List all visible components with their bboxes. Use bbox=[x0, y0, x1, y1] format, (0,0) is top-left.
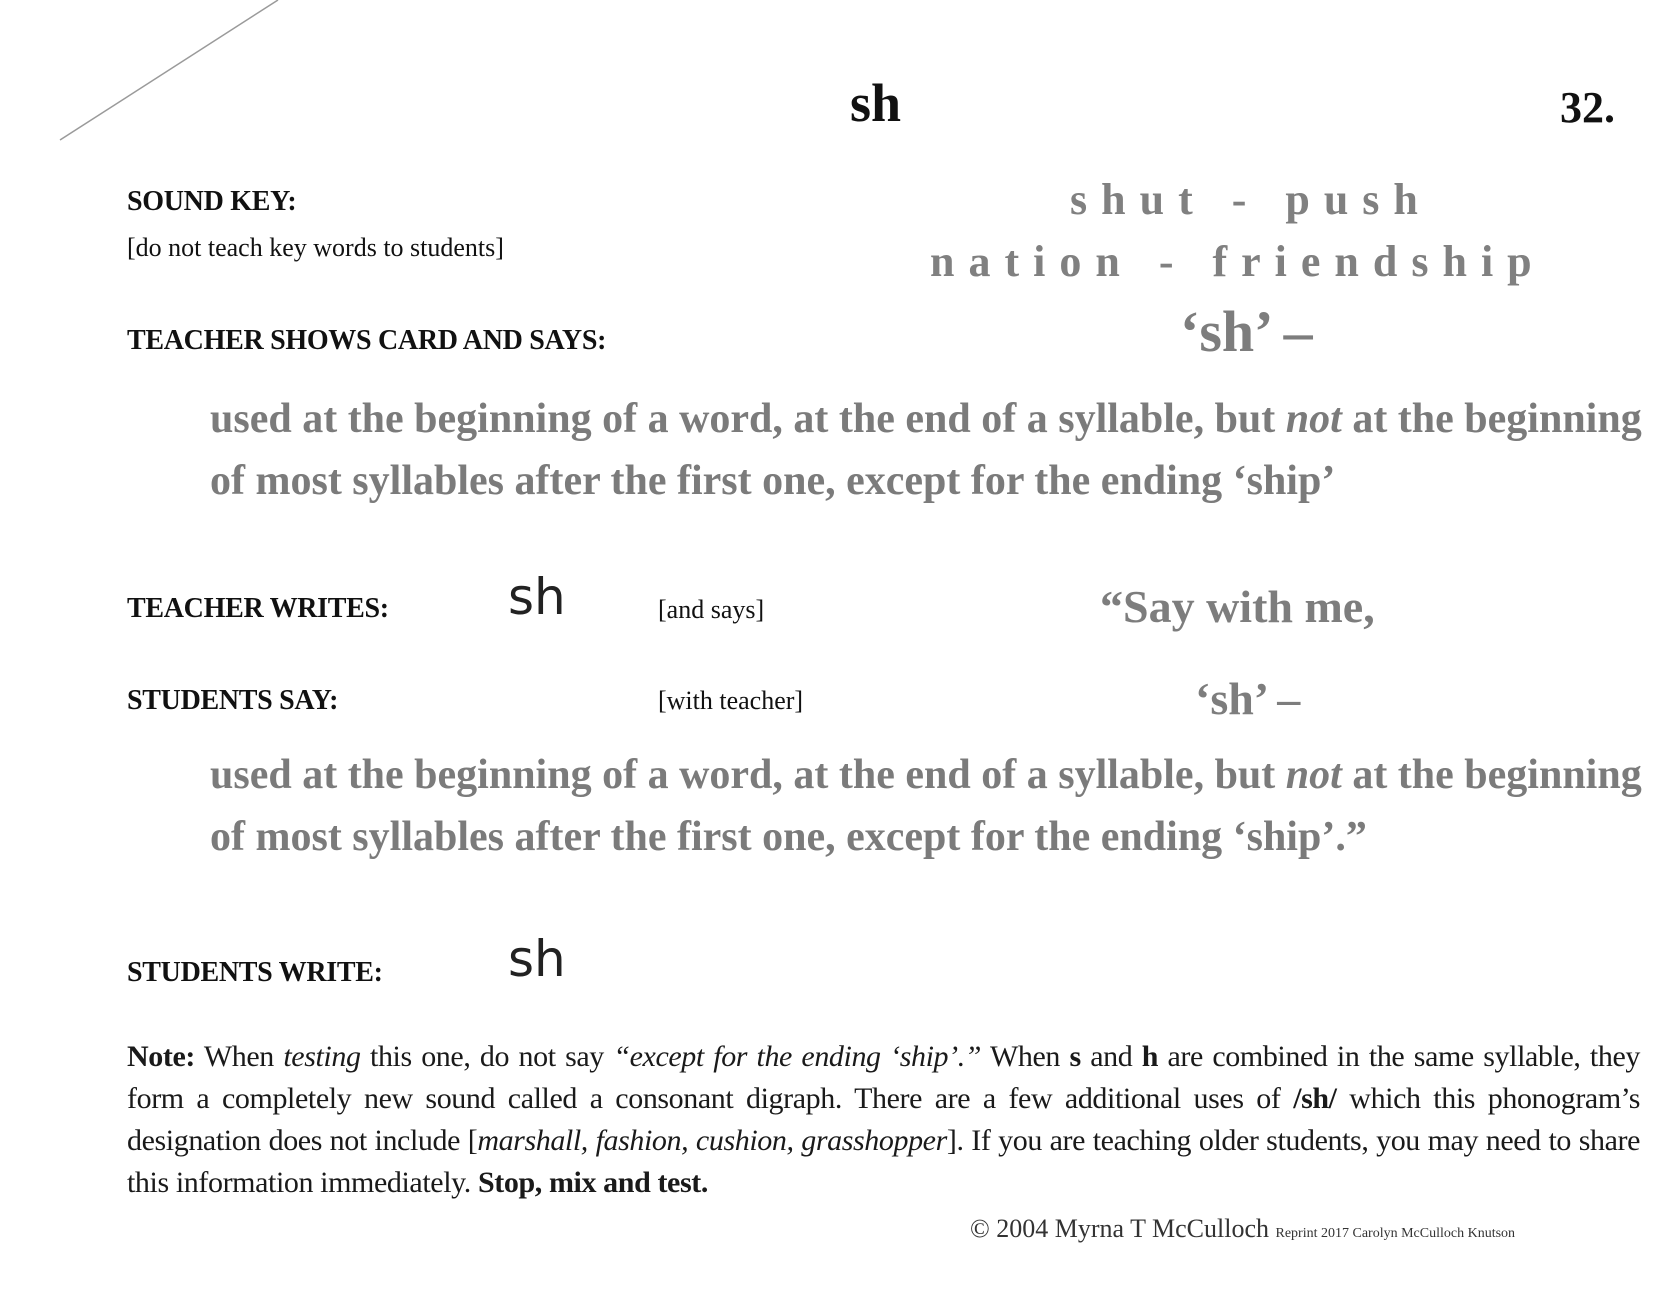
note-s: s bbox=[1069, 1040, 1081, 1073]
teacher-rule-part1: used at the beginning of a word, at the end of a syllable, but bbox=[210, 396, 1286, 442]
copyright-main: © 2004 Myrna T McCulloch bbox=[970, 1214, 1269, 1243]
note-text-3: When bbox=[981, 1040, 1070, 1073]
students-write-label: STUDENTS WRITE: bbox=[127, 957, 383, 988]
note-sh: /sh/ bbox=[1293, 1082, 1337, 1115]
note-text-1: When bbox=[194, 1040, 284, 1073]
card-number: 32. bbox=[1560, 83, 1615, 132]
sound-key-note: [do not teach key words to students] bbox=[127, 233, 504, 262]
key-words-line1: shut - push bbox=[1070, 175, 1432, 224]
phonogram-title: sh bbox=[850, 73, 902, 133]
note-text-2: this one, do not say bbox=[360, 1040, 614, 1073]
note-text-4: and bbox=[1080, 1040, 1142, 1073]
teacher-shows-label: TEACHER SHOWS CARD AND SAYS: bbox=[127, 325, 607, 356]
teacher-sound: ‘sh’ – bbox=[1180, 299, 1313, 364]
note-quote: “except for the ending ‘ship’.” bbox=[613, 1040, 982, 1073]
note-testing: testing bbox=[283, 1040, 361, 1073]
teacher-writes-action: [and says] bbox=[658, 595, 765, 624]
students-say-action: [with teacher] bbox=[658, 686, 804, 715]
students-rule-part2: at the beginning of most syllables after the first one, except for the ending ‘ship’.” bbox=[210, 752, 1642, 860]
note-text-7: ]. If you are teaching older students, you may need to share this information immediately. bbox=[127, 1124, 1640, 1199]
note-stop: Stop, mix and test. bbox=[478, 1166, 708, 1199]
note-text-5: are combined in the same syllable, they form a completely new sound called a consonant digraph. There are a few additional uses of bbox=[127, 1040, 1640, 1115]
note-label: Note: bbox=[127, 1040, 195, 1073]
sound-key-label: SOUND KEY: bbox=[127, 186, 297, 217]
note-paragraph bbox=[127, 1036, 1640, 1204]
students-say-label: STUDENTS SAY: bbox=[127, 685, 339, 716]
note-h: h bbox=[1141, 1040, 1159, 1073]
students-sound: ‘sh’ – bbox=[1195, 673, 1301, 724]
students-rule-not: not bbox=[1285, 752, 1342, 798]
key-words-line2: nation - friendship bbox=[930, 237, 1546, 286]
copyright bbox=[970, 1214, 1515, 1244]
students-rule-text bbox=[210, 744, 1660, 868]
students-rule-part1: used at the beginning of a word, at the end of a syllable, but bbox=[210, 752, 1286, 798]
corner-fold-line bbox=[0, 0, 300, 150]
note-text-6: which this phonogram’s designation does not include [ bbox=[127, 1082, 1640, 1157]
teacher-rule-not: not bbox=[1285, 396, 1342, 442]
teacher-written-sh: sh bbox=[508, 568, 566, 626]
teacher-rule-text bbox=[210, 388, 1650, 512]
teacher-rule-part2: at the beginning of most syllables after the first one, except for the ending ‘ship’ bbox=[210, 396, 1642, 504]
teacher-writes-label: TEACHER WRITES: bbox=[127, 593, 389, 624]
students-written-sh: sh bbox=[508, 930, 566, 988]
say-with-me-quote: “Say with me, bbox=[1100, 581, 1375, 632]
note-examples: marshall, fashion, cushion, grasshopper bbox=[477, 1124, 947, 1157]
copyright-reprint: Reprint 2017 Carolyn McCulloch Knutson bbox=[1275, 1226, 1516, 1241]
